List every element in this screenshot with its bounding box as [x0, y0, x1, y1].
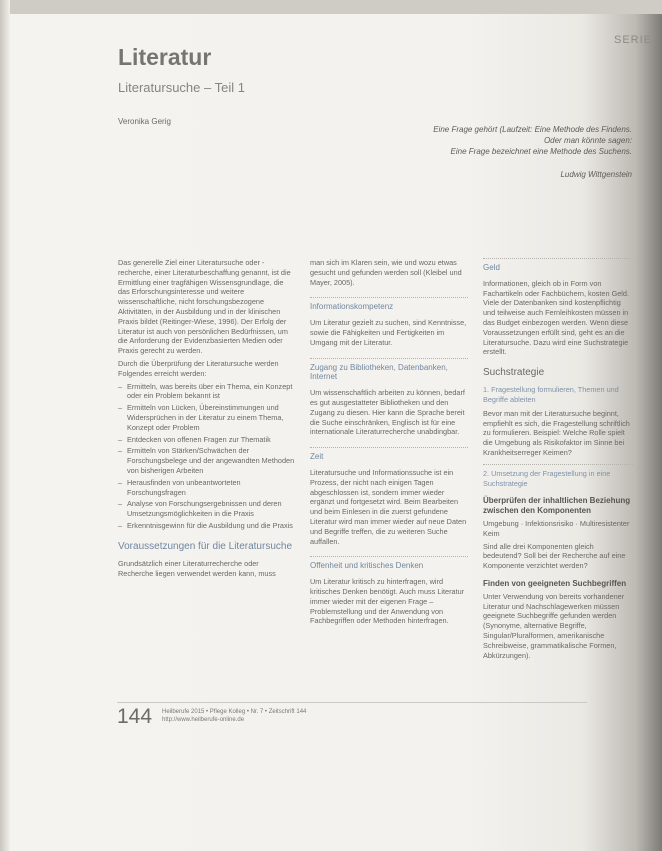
text-column-1 [118, 258, 296, 581]
text-column-3 [483, 258, 633, 663]
section-body: Um wissenschaftlich arbeiten zu können, bedarf es gut ausgestatteter Bibliotheken und den Zugang zu diesen. Hier kann die Sprache bereit die Suche einschränken, Englisch ist für eine internationale Literaturrecherche unabdingbar. [310, 388, 465, 437]
step-heading: 2. Umsetzung der Fragestellung in eine Suchstrategie [483, 464, 633, 489]
quote-line: Oder man könnte sagen: [543, 136, 632, 145]
quote-line: Eine Frage gehört (Laufzeit: Eine Methode des Findens. [433, 125, 632, 134]
list-item: – Ermitteln von Stärken/Schwächen der Forschungsbelege und der angewandten Methoden von bisherigen Arbeiten [127, 446, 296, 475]
section-heading: Zugang zu Bibliotheken, Datenbanken, Internet [310, 358, 468, 383]
footer-link: http://www.heilberufe-online.de [162, 717, 245, 723]
series-label: SERIE [613, 34, 652, 46]
footer-rule [117, 702, 587, 703]
section-heading: Informationskompetenz [310, 297, 468, 312]
list-item: – Analyse von Forschungsergebnissen und deren Umsetzungsmöglichkeiten in die Praxis [127, 499, 296, 519]
subsection-body: Umgebung · Infektionsrisiko · Multiresistenter Keim [483, 518, 630, 538]
intro-paragraph: Das generelle Ziel einer Literatursuche oder -recherche, einer Literaturbeschaffung genannt, ist die Ermittlung einer tragfähigen Wissensgrundlage, die das Erforschungsinteresse und weitere wissenschaftliche, nicht forschungsbezogene Aktivitäten, in der Ausbildung und in der klinischen Praxis bildet (Reitinger-Wiese, 1996). Der Erfolg der Literatur ist auch von persönlichen Bedürfnissen, um die Anforderung der Evidenzbasierten Medien oder Praxis gerecht zu werden. [118, 258, 291, 356]
section-heading-search-strategy: Suchstrategie [483, 367, 545, 379]
outro-paragraph: Grundsätzlich einer Literaturrecherche oder Recherche liegen verwendet werden kann, muss [118, 558, 276, 578]
section-heading: Geld [483, 258, 633, 273]
section-body: Um Literatur gezielt zu suchen, sind Kenntnisse, sowie die Fähigkeiten und Fertigkeiten im Umgang mit der Literatur. [310, 318, 467, 347]
list-item: – Ermitteln von Lücken, Übereinstimmungen und Widersprüchen in der Literatur zu einem Thema, Konzept oder Problem [127, 403, 296, 432]
goal-list [118, 382, 296, 531]
subsection-body: Unter Verwendung von bereits vorhandener Literatur und Nachschlagewerken müssen geeignete Suchbegriffe gefunden werden (Synonyme, alternative Begriffe, Singular/Pluralformen, amerikanische Schreibweise, grammatikalische Formen, Abkürzungen). [483, 591, 625, 660]
list-item: – Ermitteln, was bereits über ein Thema, ein Konzept oder ein Problem bekannt ist [127, 382, 296, 402]
lead-paragraph: Durch die Überprüfung der Literatursuche werden Folgendes erreicht werden: [118, 358, 279, 378]
quote-attribution: Ludwig Wittgenstein [560, 170, 632, 179]
article-title: Literatur [118, 44, 212, 70]
continued-paragraph: man sich im Klaren sein, wie und wozu etwas gesucht und gefunden werden soll (Kleibel und Mayer, 2005). [310, 258, 462, 287]
list-item: – Erkenntnisgewinn für die Ausbildung und die Praxis [127, 521, 296, 531]
list-item: – Herausfinden von unbeantworteten Forschungsfragen [127, 478, 296, 498]
scan-top-edge [0, 0, 662, 14]
step-heading: 1. Fragestellung formulieren, Themen und Begriffe ableiten [483, 385, 619, 404]
footer-line: Heilberufe 2015 • Pflege Kolleg • Nr. 7 • Zeitschrift 144 [162, 709, 307, 715]
author-name: Veronika Gerig [118, 117, 171, 126]
text-column-2 [310, 258, 468, 629]
article-subtitle: Literatursuche – Teil 1 [118, 80, 245, 95]
section-body: Um Literatur kritisch zu hinterfragen, wird kritisches Denken benötigt. Auch muss Literatur immer wieder mit der eigenen Frage – Problemstellung und der Anwendung von Fachbegriffen oder Methoden hinterfragen. [310, 577, 465, 626]
page-number: 144 [117, 705, 153, 728]
epigraph-quote [372, 124, 632, 180]
footer-citation [162, 708, 306, 724]
quote-line: Eine Frage bezeichnet eine Methode des Suchens. [450, 147, 632, 156]
section-body: Informationen, gleich ob in Form von Fachartikeln oder Fachbüchern, kosten Geld. Viele der Datenbanken sind kostenpflichtig und teilweise auch Fernleihkosten müssen in das Budget einbezogen werden. Wenn diese Voraussetzungen erfüllt sind, geht es an die Literatursuche. Dazu wird eine Suchstrategie erstellt. [483, 278, 630, 357]
section-heading-prerequisites: Voraussetzungen für die Literatursuche [118, 540, 292, 552]
scan-left-edge [0, 0, 10, 851]
section-heading: Zeit [310, 447, 468, 462]
step-body: Bevor man mit der Literatursuche beginnt, empfiehlt es sich, die Fragestellung schriftlich zu formulieren. Beispiel: Welche Rolle spielt die Umgebung als Risikofaktor im Sinne bei Krankheitserreger Keimen? [483, 408, 630, 457]
subheading: Überprüfen der inhaltlichen Beziehung zwischen den Komponenten [483, 496, 631, 516]
subsection-body: Sind alle drei Komponenten gleich bedeutend? Soll bei der Recherche auf eine Komponente verzichtet werden? [483, 541, 626, 571]
list-item: – Entdecken von offenen Fragen zur Thematik [127, 435, 296, 445]
section-body: Literatursuche und Informationssuche ist ein Prozess, der nicht nach einigen Tagen abgeschlossen ist, sondern immer wieder ergänzt und fortgesetzt wird. Beim Bearbeiten und beim Einlesen in die zuerst gefundene Literatur wird man immer wieder auf neue Daten und Begriffe treffen, die zu weiteren Suche auffallen. [310, 467, 467, 546]
subheading: Finden von geeigneten Suchbegriffen [483, 578, 627, 588]
section-heading: Offenheit und kritisches Denken [310, 556, 468, 571]
